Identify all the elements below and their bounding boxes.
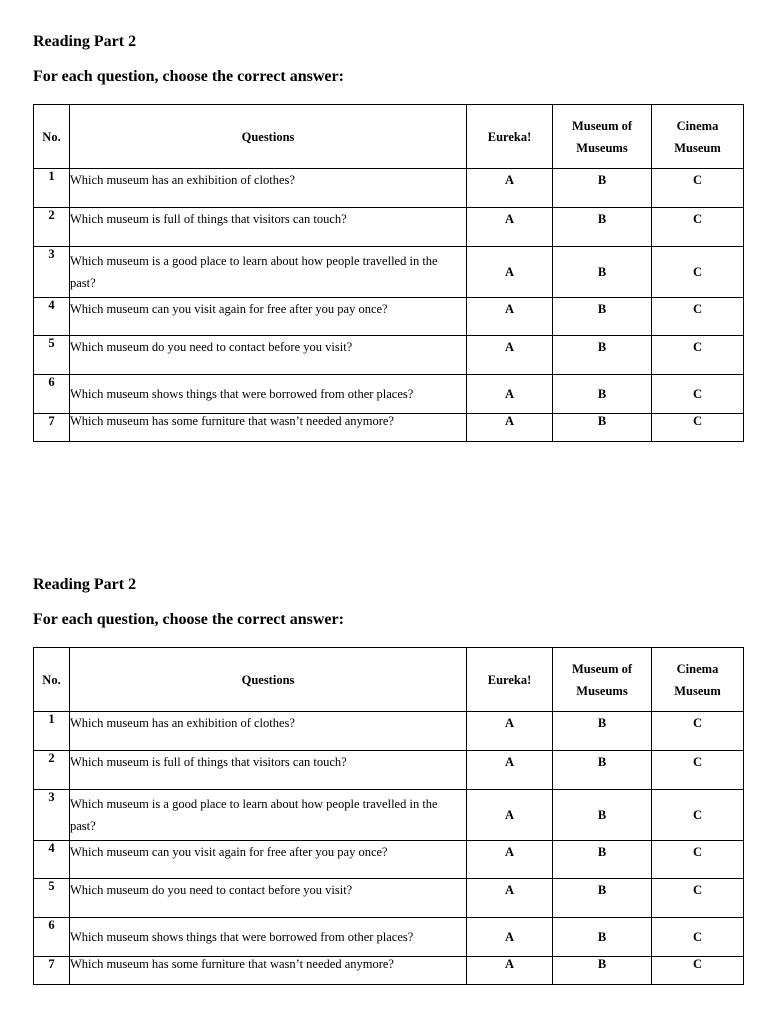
question-text: Which museum shows things that were borrowed from other places? [70,918,467,957]
option-b[interactable]: B [553,918,652,957]
option-a[interactable]: A [467,841,553,879]
header-option-b [553,648,652,712]
table-row [34,841,744,879]
question-number: 4 [34,841,70,879]
option-c[interactable]: C [652,169,744,208]
option-c[interactable]: C [652,375,744,414]
header-option-c-line1: Cinema [676,118,719,133]
question-text: Which museum is a good place to learn about how people travelled in the past? [70,247,467,298]
question-number: 1 [34,712,70,751]
option-a[interactable]: A [467,918,553,957]
option-c[interactable]: C [652,298,744,336]
option-a[interactable]: A [467,790,553,841]
question-number: 3 [34,247,70,298]
option-c[interactable]: C [652,918,744,957]
question-text: Which museum has an exhibition of clothes? [70,169,467,208]
option-c[interactable]: C [652,414,744,442]
table-row [34,918,744,957]
option-a[interactable]: A [467,169,553,208]
question-number: 3 [34,790,70,841]
table-row [34,375,744,414]
option-b[interactable]: B [553,298,652,336]
question-number: 2 [34,751,70,790]
question-text: Which museum is full of things that visitors can touch? [70,751,467,790]
question-number: 7 [34,414,70,442]
header-option-c-line2: Museum [674,683,721,698]
table-row [34,336,744,375]
option-b[interactable]: B [553,751,652,790]
question-text: Which museum do you need to contact before you visit? [70,336,467,375]
table-row [34,247,744,298]
header-option-b-line1: Museum of [571,661,633,676]
question-text: Which museum do you need to contact before you visit? [70,879,467,918]
table-row [34,957,744,985]
option-b[interactable]: B [553,208,652,247]
option-b[interactable]: B [553,879,652,918]
table-row [34,879,744,918]
option-a[interactable]: A [467,712,553,751]
question-number: 7 [34,957,70,985]
question-number: 2 [34,208,70,247]
question-text: Which museum can you visit again for free after you pay once? [70,298,467,336]
header-option-c-line1: Cinema [676,661,719,676]
question-number: 1 [34,169,70,208]
question-text: Which museum has some furniture that wasn’t needed anymore? [70,414,467,442]
option-a[interactable]: A [467,414,553,442]
question-text: Which museum shows things that were borrowed from other places? [70,375,467,414]
question-table [33,647,744,985]
option-a[interactable]: A [467,247,553,298]
question-text: Which museum has some furniture that wasn’t needed anymore? [70,957,467,985]
header-option-c [652,105,744,169]
table-row [34,712,744,751]
header-option-b-line2: Museums [576,683,628,698]
question-number: 6 [34,375,70,414]
table-row [34,169,744,208]
table-row [34,751,744,790]
question-number: 4 [34,298,70,336]
section-title: Reading Part 2 [33,576,137,593]
table-row [34,298,744,336]
header-option-b-line2: Museums [576,140,628,155]
section-title: Reading Part 2 [33,33,137,50]
option-a[interactable]: A [467,336,553,375]
header-no: No. [34,105,70,169]
header-option-b-line1: Museum of [571,118,633,133]
header-questions: Questions [70,105,467,169]
header-option-b [553,105,652,169]
header-no: No. [34,648,70,712]
option-a[interactable]: A [467,751,553,790]
option-b[interactable]: B [553,247,652,298]
section-instruction: For each question, choose the correct answer: [33,68,344,85]
option-b[interactable]: B [553,414,652,442]
question-text: Which museum is full of things that visitors can touch? [70,208,467,247]
question-number: 5 [34,879,70,918]
question-number: 5 [34,336,70,375]
option-b[interactable]: B [553,712,652,751]
option-b[interactable]: B [553,336,652,375]
question-text: Which museum is a good place to learn about how people travelled in the past? [70,790,467,841]
option-c[interactable]: C [652,751,744,790]
question-text: Which museum has an exhibition of clothes? [70,712,467,751]
table-row [34,414,744,442]
table-row [34,790,744,841]
option-c[interactable]: C [652,957,744,985]
option-a[interactable]: A [467,298,553,336]
option-c[interactable]: C [652,712,744,751]
header-option-c [652,648,744,712]
header-questions: Questions [70,648,467,712]
option-c[interactable]: C [652,208,744,247]
option-a[interactable]: A [467,879,553,918]
option-b[interactable]: B [553,957,652,985]
option-b[interactable]: B [553,375,652,414]
option-c[interactable]: C [652,841,744,879]
header-option-c-line2: Museum [674,140,721,155]
question-table [33,104,744,442]
question-number: 6 [34,918,70,957]
header-option-a: Eureka! [467,648,553,712]
option-c[interactable]: C [652,336,744,375]
option-c[interactable]: C [652,790,744,841]
table-row [34,208,744,247]
table-header-row [34,648,744,712]
option-c[interactable]: C [652,247,744,298]
option-a[interactable]: A [467,957,553,985]
section-instruction: For each question, choose the correct answer: [33,611,344,628]
option-b[interactable]: B [553,790,652,841]
option-a[interactable]: A [467,208,553,247]
table-header-row [34,105,744,169]
question-text: Which museum can you visit again for free after you pay once? [70,841,467,879]
option-b[interactable]: B [553,841,652,879]
header-option-a: Eureka! [467,105,553,169]
option-c[interactable]: C [652,879,744,918]
option-b[interactable]: B [553,169,652,208]
option-a[interactable]: A [467,375,553,414]
